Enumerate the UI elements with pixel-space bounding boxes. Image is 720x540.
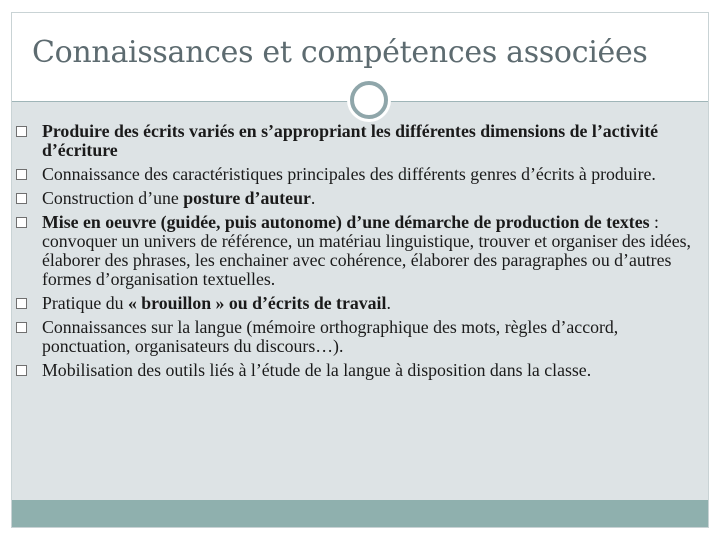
- bullet-text: Connaissances sur la langue (mémoire orthographique des mots, règles d’accord, ponctuation, organisateurs du discours…).: [42, 317, 619, 356]
- bullet-item: [16, 165, 692, 184]
- bullet-item: [16, 294, 692, 313]
- slide-title: Connaissances et compétences associées: [32, 35, 648, 70]
- footer-bar: [12, 500, 708, 527]
- bullet-text: Connaissance des caractéristiques principales des différents genres d’écrits à produire.: [42, 164, 656, 184]
- bullet-text: .: [386, 293, 391, 313]
- bullet-item: [16, 189, 692, 208]
- bullet-text: Mise en oeuvre (guidée, puis autonome) d’une démarche de production de textes: [42, 212, 650, 232]
- square-bullet-icon: [16, 298, 27, 309]
- bullet-text: posture d’auteur: [183, 188, 311, 208]
- square-bullet-icon: [16, 322, 27, 333]
- bullet-text: Produire des écrits variés en s’appropriant les différentes dimensions de l’activité d’écriture: [42, 121, 659, 160]
- bullet-item: [16, 361, 692, 380]
- bullet-text: Mobilisation des outils liés à l’étude de la langue à disposition dans la classe.: [42, 360, 592, 380]
- bullet-text: Pratique du: [42, 293, 128, 313]
- square-bullet-icon: [16, 126, 27, 137]
- square-bullet-icon: [16, 169, 27, 180]
- circle-ring-icon: [350, 81, 388, 119]
- bullet-text: : convoquer un univers de référence, un matériau linguistique, trouver et organiser des idées, élaborer des phrases, les enchainer avec cohérence, élaborer des paragraphes ou d’autres formes d’organisation textuelles.: [42, 212, 691, 289]
- bullet-text: .: [310, 188, 316, 208]
- bullet-item: [16, 213, 692, 289]
- bullet-text: « brouillon » ou d’écrits de travail: [127, 293, 387, 313]
- square-bullet-icon: [16, 217, 27, 228]
- bullet-text: Construction d’une: [42, 188, 184, 208]
- square-bullet-icon: [16, 193, 27, 204]
- bullet-item: [16, 122, 692, 160]
- square-bullet-icon: [16, 365, 27, 376]
- bullet-item: [16, 318, 692, 356]
- bullet-list: [16, 122, 692, 385]
